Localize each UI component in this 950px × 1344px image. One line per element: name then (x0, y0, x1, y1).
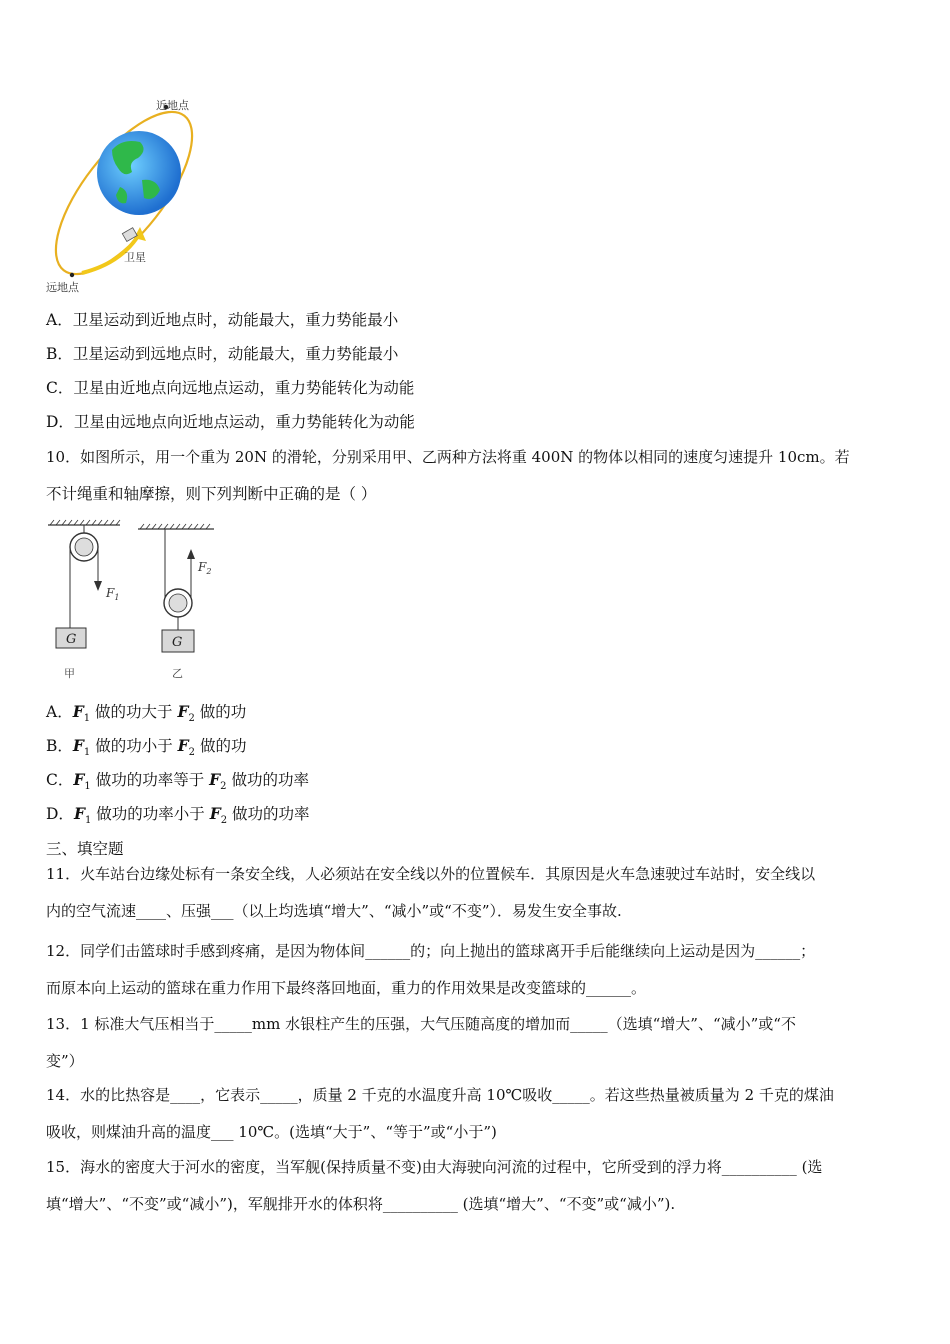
q15-line1: 15．海水的密度大于河水的密度，当军舰(保持质量不变)由大海驶向河流的过程中，它所受到的浮力将__________ (选 (46, 1158, 823, 1176)
weight-label-b: G (172, 635, 183, 650)
satellite-label: 卫星 (124, 251, 146, 264)
q15-line2: 填“增大”、“不变”或“减小”)，军舰排开水的体积将__________ (选填“增大”、“不变”或“减小”). (46, 1195, 676, 1213)
q11-line1: 11．火车站台边缘处标有一条安全线，人必须站在安全线以外的位置候车．其原因是火车急速驶过车站时，安全线以 (46, 865, 816, 883)
q9-option-a: A．卫星运动到近地点时，动能最大，重力势能最小 (46, 311, 399, 329)
q12-line1: 12．同学们击篮球时手感到疼痛，是因为物体间______的；向上抛出的篮球离开手后能继续向上运动是因为______； (46, 942, 816, 960)
q9-option-b: B．卫星运动到远地点时，动能最大，重力势能最小 (46, 345, 399, 363)
q10-stem-line2: 不计绳重和轴摩擦，则下列判断中正确的是（ ） (46, 485, 377, 503)
label-yi: 乙 (172, 667, 183, 680)
label-jia: 甲 (64, 667, 75, 680)
force-label-f2: $F_2$ (198, 560, 212, 576)
q10-option-c: C．$F_1$ 做功的功率等于 $F_2$ 做功的功率 (46, 770, 309, 793)
weight-label-a: G (66, 632, 77, 647)
q10-option-a: A．$F_1$ 做的功大于 $F_2$ 做的功 (46, 702, 247, 725)
q13-line2: 变”） (46, 1052, 84, 1070)
force-label-f1: $F_1$ (106, 586, 120, 602)
q10-option-d: D．$F_1$ 做功的功率小于 $F_2$ 做功的功率 (46, 804, 310, 827)
q9-option-c: C．卫星由近地点向远地点运动，重力势能转化为动能 (46, 379, 415, 397)
apogee-dot (70, 273, 74, 277)
q13-line1: 13．1 标准大气压相当于_____mm 水银柱产生的压强，大气压随高度的增加而_____（选填“增大”、“减小”或“不 (46, 1015, 796, 1033)
perigee-label: 近地点 (156, 99, 189, 112)
ceiling-a (48, 520, 120, 525)
arrow-f1 (94, 581, 102, 591)
apogee-label: 远地点 (46, 281, 79, 294)
q10-option-b: B．$F_1$ 做的功小于 $F_2$ 做的功 (46, 736, 247, 759)
q9-option-d: D．卫星由远地点向近地点运动，重力势能转化为动能 (46, 413, 415, 431)
pulley-figure (42, 515, 232, 690)
q14-line2: 吸收，则煤油升高的温度___ 10℃。(选填“大于”、“等于”或“小于”) (46, 1123, 497, 1141)
q12-line2: 而原本向上运动的篮球在重力作用下最终落回地面，重力的作用效果是改变篮球的______。 (46, 979, 647, 997)
q11-line2: 内的空气流速____、压强___（以上均选填“增大”、“减小”或“不变”）．易发生安全事故. (46, 902, 622, 920)
section3-title: 三、填空题 (46, 840, 124, 858)
ceiling-b (138, 524, 214, 529)
q14-line1: 14．水的比热容是____，它表示_____，质量 2 千克的水温度升高 10℃吸收_____。若这些热量被质量为 2 千克的煤油 (46, 1086, 834, 1104)
arrow-f2 (187, 549, 195, 559)
q10-stem-line1: 10．如图所示，用一个重为 20N 的滑轮，分别采用甲、乙两种方法将重 400N 的物体以相同的速度匀速提升 10cm。若 (46, 448, 850, 466)
satellite-orbit-figure (42, 95, 202, 300)
